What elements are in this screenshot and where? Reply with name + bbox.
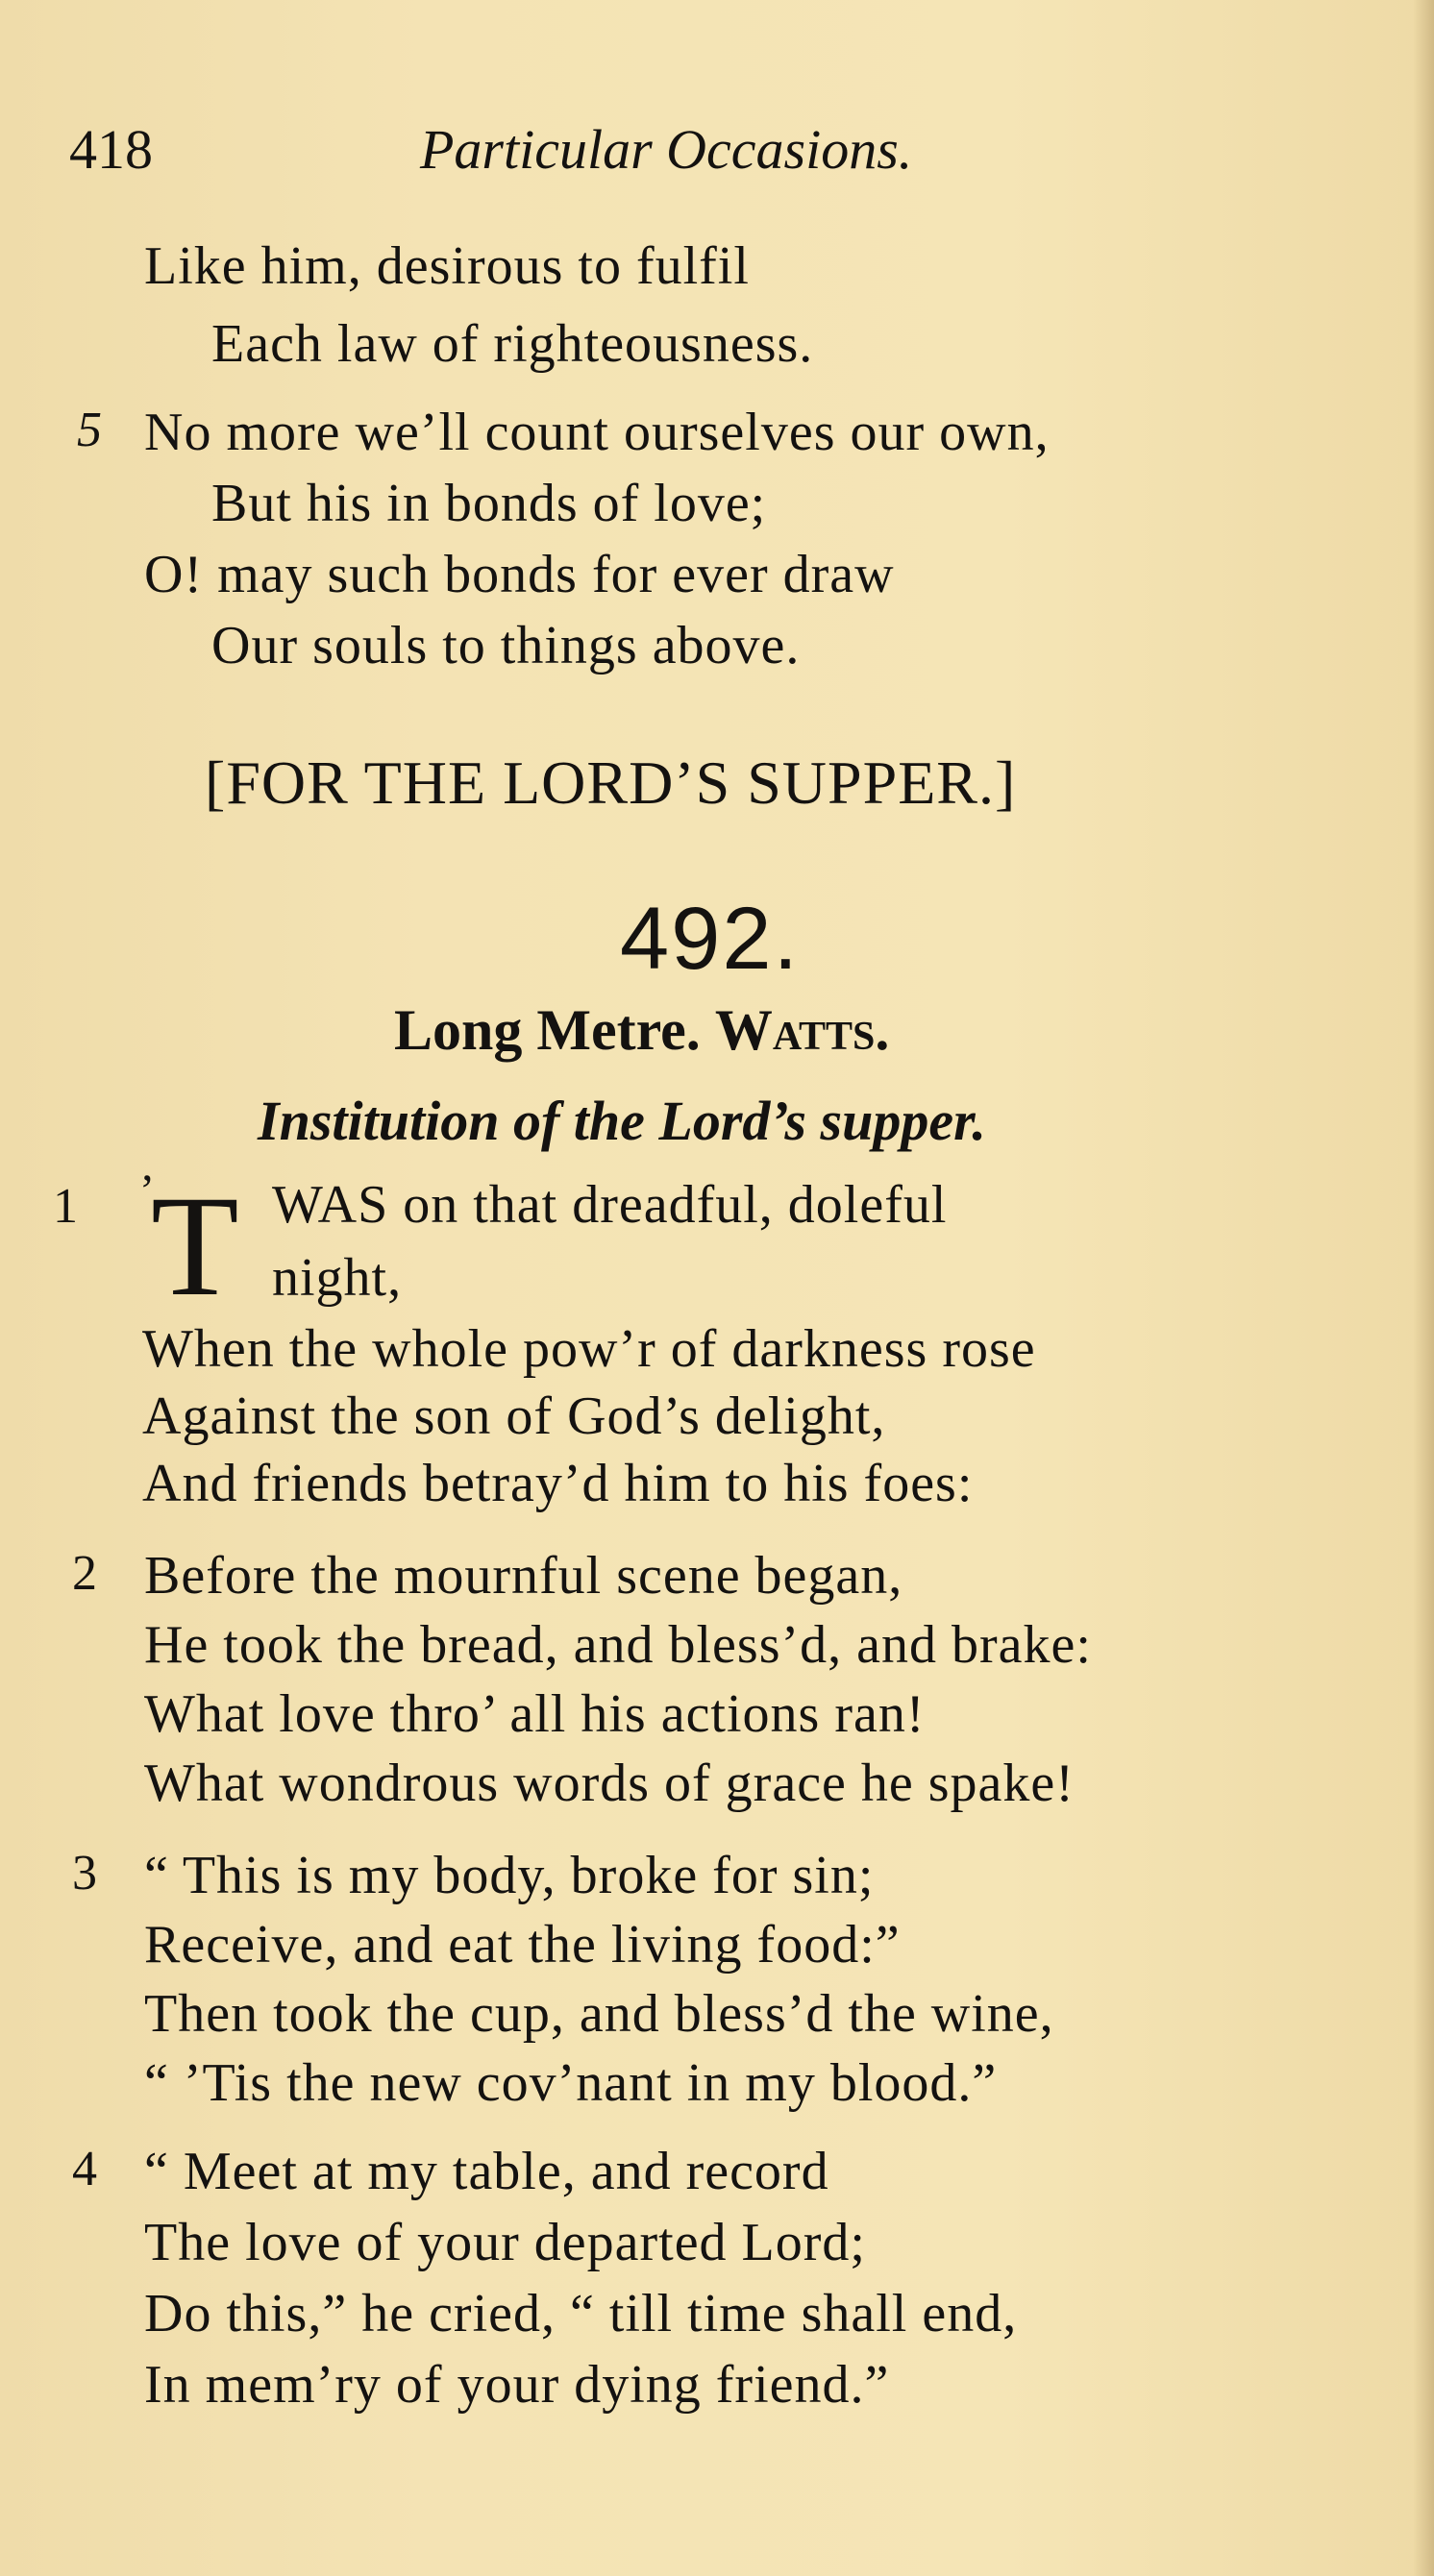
verse-line: “ ’Tis the new cov’nant in my blood.” xyxy=(144,2053,998,2113)
verse-line: What wondrous words of grace he spake! xyxy=(144,1754,1075,1813)
verse-line: But his in bonds of love; xyxy=(211,474,767,533)
verse-number: 5 xyxy=(77,403,102,457)
verse-line: “ Meet at my table, and record xyxy=(144,2142,829,2201)
hymn-meter: Long Metre. xyxy=(394,998,701,1062)
verse-number: 4 xyxy=(72,2142,97,2196)
verse-line: The love of your departed Lord; xyxy=(144,2213,866,2272)
hymn-author: Watts. xyxy=(714,998,890,1062)
verse-line: Like him, desirous to fulfil xyxy=(144,236,750,296)
verse-line: WAS on that dreadful, doleful xyxy=(272,1175,948,1235)
verse-line: Each law of righteousness. xyxy=(211,314,814,374)
hymn-meter-line xyxy=(394,997,889,1064)
hymn-subject: Institution of the Lord’s supper. xyxy=(258,1090,986,1152)
page-number: 418 xyxy=(69,118,153,181)
verse-line: O! may such bonds for ever draw xyxy=(144,545,895,604)
verse-number: 1 xyxy=(53,1179,78,1234)
verse-line: Then took the cup, and bless’d the wine, xyxy=(144,1984,1054,2044)
verse-line: Before the mournful scene began, xyxy=(144,1546,903,1606)
verse-line: He took the bread, and bless’d, and brake: xyxy=(144,1615,1092,1675)
verse-line: Our souls to things above. xyxy=(211,616,801,675)
verse-number: 2 xyxy=(72,1546,97,1601)
page-edge-shadow xyxy=(1413,0,1434,2576)
running-title: Particular Occasions. xyxy=(420,118,913,181)
hymn-number: 492. xyxy=(620,890,801,988)
verse-line: Receive, and eat the living food:” xyxy=(144,1915,901,1975)
verse-line: “ This is my body, broke for sin; xyxy=(144,1846,875,1905)
verse-line: What love thro’ all his actions ran! xyxy=(144,1684,926,1744)
dropcap-prefix: ’ xyxy=(139,1165,156,1216)
verse-line: When the whole pow’r of darkness rose xyxy=(142,1319,1036,1379)
verse-line: In mem’ry of your dying friend.” xyxy=(144,2355,890,2415)
dropcap-letter: T xyxy=(151,1166,239,1326)
verse-line: No more we’ll count ourselves our own, xyxy=(144,403,1050,462)
verse-number: 3 xyxy=(72,1846,97,1901)
verse-line: Do this,” he cried, “ till time shall end, xyxy=(144,2284,1018,2343)
verse-line: Against the son of God’s delight, xyxy=(142,1386,886,1446)
verse-line: night, xyxy=(272,1248,403,1308)
verse-line: And friends betray’d him to his foes: xyxy=(142,1454,974,1513)
section-title: [FOR THE LORD’S SUPPER.] xyxy=(205,748,1017,817)
